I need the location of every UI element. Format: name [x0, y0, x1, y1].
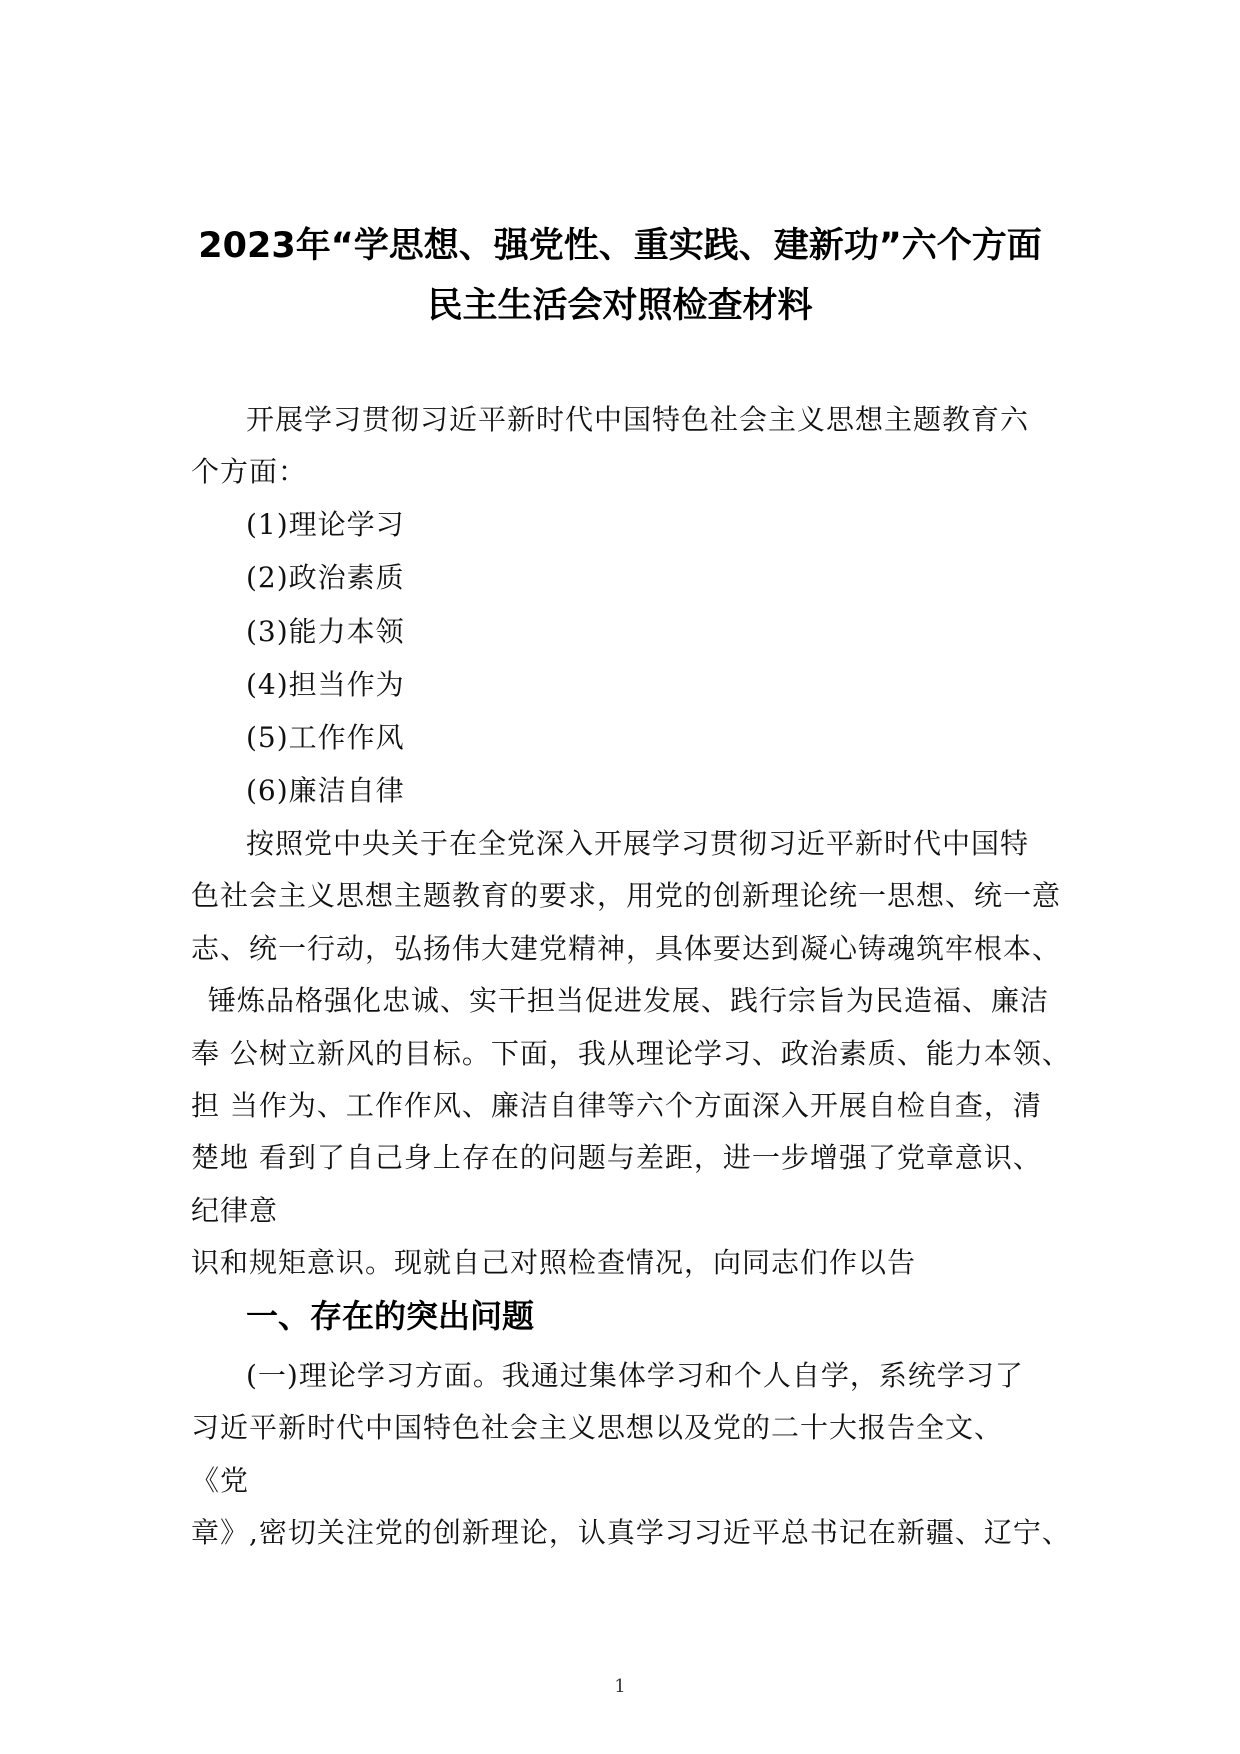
aspect-item: (2)政治素质	[246, 561, 405, 594]
body-paragraph-line: 奉 公树立新风的目标。下面，我从理论学习、政治素质、能力本领、	[191, 1037, 1071, 1070]
body-paragraph-line: 色社会主义思想主题教育的要求，用党的创新理论统一思想、统一意	[191, 879, 1062, 912]
intro-paragraph-line: 个方面：	[191, 455, 308, 488]
body-paragraph-line: 锤炼品格强化忠诚、实干担当促进发展、践行宗旨为民造福、廉洁	[208, 984, 1050, 1017]
aspect-item: (5)工作作风	[246, 721, 405, 754]
aspect-item: (1)理论学习	[246, 508, 405, 541]
section-paragraph-line: (一)理论学习方面。我通过集体学习和个人自学，系统学习了	[246, 1359, 1024, 1392]
body-paragraph-line: 志、统一行动，弘扬伟大建党精神，具体要达到凝心铸魂筑牢根本、	[191, 932, 1062, 965]
section-paragraph-line: 习近平新时代中国特色社会主义思想以及党的二十大报告全文、	[191, 1411, 1004, 1444]
body-paragraph-line: 楚地 看到了自己身上存在的问题与差距，进一步增强了党章意识、	[191, 1141, 1042, 1174]
document-title-line-1: 2023年“学思想、强党性、重实践、建新功”六个方面	[198, 226, 1042, 266]
body-paragraph-line: 按照党中央关于在全党深入开展学习贯彻习近平新时代中国特	[246, 827, 1030, 860]
section-paragraph-line: 《党	[191, 1464, 250, 1497]
body-paragraph-line: 纪律意	[191, 1194, 279, 1227]
section-heading: 一、存在的突出问题	[246, 1297, 535, 1335]
document-title-line-2: 民主生活会对照检查材料	[427, 286, 813, 326]
aspect-item: (3)能力本领	[246, 615, 405, 648]
section-paragraph-line: 章》,密切关注党的创新理论，认真学习习近平总书记在新疆、辽宁、	[191, 1516, 1071, 1549]
aspect-item: (4)担当作为	[246, 668, 405, 701]
body-paragraph-line: 担 当作为、工作作风、廉洁自律等六个方面深入开展自检自查，清	[191, 1089, 1042, 1122]
page-number: 1	[614, 1676, 626, 1697]
intro-paragraph-line: 开展学习贯彻习近平新时代中国特色社会主义思想主题教育六	[246, 403, 1030, 436]
aspect-item: (6)廉洁自律	[246, 774, 405, 807]
body-paragraph-line: 识和规矩意识。现就自己对照检查情况，向同志们作以告	[191, 1246, 917, 1279]
